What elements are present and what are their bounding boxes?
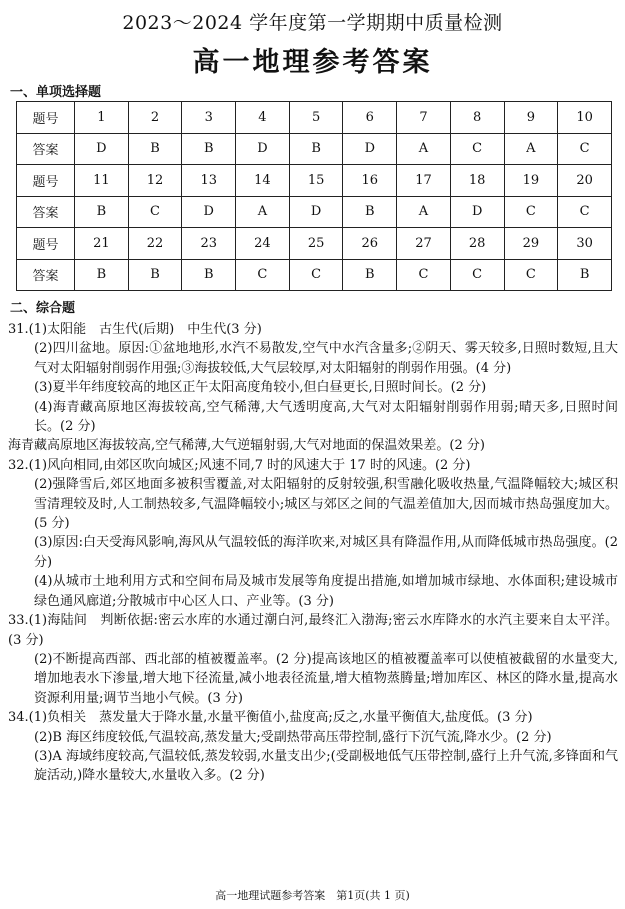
question-number-row-label: 题号 (17, 165, 75, 197)
answer-cell: B (182, 133, 236, 165)
question-number-row-label: 题号 (17, 228, 75, 260)
question-number-cell: 18 (450, 165, 504, 197)
answer-cell: B (128, 133, 182, 165)
answer-cell: B (75, 196, 129, 228)
question-number-cell: 11 (75, 165, 129, 197)
answer-cell: D (450, 196, 504, 228)
page-footer: 高一地理试题参考答案 第1页(共 1 页) (215, 889, 410, 902)
question-number-row-label: 题号 (17, 102, 75, 134)
question-number-cell: 20 (558, 165, 612, 197)
answer-cell: B (343, 259, 397, 291)
answer-cell: C (504, 259, 558, 291)
question-number-cell: 14 (236, 165, 290, 197)
answer-paragraph: 海青藏高原地区海拔较高,空气稀薄,大气逆辐射弱,大气对地面的保温效果差。(2 分) (8, 438, 485, 454)
question-number-cell: 7 (397, 102, 451, 134)
answer-cell: D (236, 133, 290, 165)
answer-cell: C (397, 259, 451, 291)
question-number-cell: 23 (182, 228, 236, 260)
answer-cell: A (504, 133, 558, 165)
answer-cell: B (289, 133, 343, 165)
question-number-cell: 15 (289, 165, 343, 197)
question-number-cell: 1 (75, 102, 129, 134)
answer-paragraph: (2)强降雪后,郊区地面多被积雪覆盖,对太阳辐射的反射较强,积雪融化吸收热量,气温降幅较大;城区积雪清理较及时,人工制热较多,气温降幅较小;城区与郊区之间的气温差值加大,因而城市热岛强度加大。(5 分) (34, 477, 618, 532)
question-number-row (17, 165, 612, 197)
answer-cell: A (236, 196, 290, 228)
answer-paragraph: (2)B 海区纬度较低,气温较高,蒸发量大;受副热带高压带控制,盛行下沉气流,降水少。(2 分) (34, 729, 552, 745)
answer-cell: C (558, 133, 612, 165)
question-number-cell: 13 (182, 165, 236, 197)
answer-cell: D (182, 196, 236, 228)
question-number-cell: 6 (343, 102, 397, 134)
answer-cell: A (397, 133, 451, 165)
answer-paragraph: (3)夏半年纬度较高的地区正午太阳高度角较小,但白昼更长,日照时间长。(2 分) (34, 380, 487, 396)
answer-cell: D (75, 133, 129, 165)
exam-title: 2023～2024 学年度第一学期期中质量检测 (122, 12, 503, 34)
answer-paragraph: (3)A 海域纬度较高,气温较低,蒸发较弱,水量支出少;(受副极地低气压带控制,盛行上升气流,多锋面和气旋活动,)降水量较大,水量收入多。(2 分) (34, 748, 618, 784)
answer-cell: C (504, 196, 558, 228)
question-number-row (17, 228, 612, 260)
question-number-cell: 21 (75, 228, 129, 260)
section2-heading: 二、综合题 (10, 301, 76, 316)
question-number-cell: 16 (343, 165, 397, 197)
question-number-cell: 30 (558, 228, 612, 260)
answer-paragraph: 31.(1)太阳能 古生代(后期) 中生代(3 分) (8, 322, 262, 337)
question-number-cell: 12 (128, 165, 182, 197)
answer-row-label: 答案 (17, 133, 75, 165)
question-number-cell: 4 (236, 102, 290, 134)
answer-cell: B (558, 259, 612, 291)
answer-cell: C (450, 259, 504, 291)
answer-cell: C (128, 196, 182, 228)
multiple-choice-answer-table (16, 101, 612, 291)
question-number-cell: 25 (289, 228, 343, 260)
question-number-row (17, 102, 612, 134)
answer-cell: C (558, 196, 612, 228)
answer-paragraph: (4)海青藏高原地区海拔较高,空气稀薄,大气透明度高,大气对太阳辐射削弱作用弱;晴天多,日照时间长。(2 分) (34, 399, 618, 435)
document-title: 高一地理参考答案 (192, 47, 433, 78)
answer-cell: C (236, 259, 290, 291)
question-number-cell: 22 (128, 228, 182, 260)
question-number-cell: 17 (397, 165, 451, 197)
question-number-cell: 10 (558, 102, 612, 134)
question-number-cell: 26 (343, 228, 397, 260)
question-number-cell: 5 (289, 102, 343, 134)
answer-row-label: 答案 (17, 196, 75, 228)
answer-paragraph: (4)从城市土地利用方式和空间布局及城市发展等角度提出措施,如增加城市绿地、水体面积;建设城市绿色通风廊道;分散城市中心区人口、产业等。(3 分) (34, 574, 618, 609)
answer-cell: C (289, 259, 343, 291)
question-number-cell: 28 (450, 228, 504, 260)
answer-row (17, 196, 612, 228)
answer-cell: C (450, 133, 504, 165)
question-number-cell: 3 (182, 102, 236, 134)
question-number-cell: 19 (504, 165, 558, 197)
answer-cell: B (343, 196, 397, 228)
answer-row (17, 133, 612, 165)
answer-cell: A (397, 196, 451, 228)
answer-paragraph: (3)原因:白天受海风影响,海风从气温较低的海洋吹来,对城区具有降温作用,从而降低城市热岛强度。(2 分) (34, 535, 618, 570)
answer-cell: B (182, 259, 236, 291)
question-number-cell: 9 (504, 102, 558, 134)
answer-paragraph: (2)四川盆地。原因:①盆地地形,水汽不易散发,空气中水汽含量多;②阴天、雾天较多,日照时数短,且大气对太阳辐射削弱作用强;③海拔较低,大气层较厚,对太阳辐射的削弱作用强。(4 分) (34, 341, 618, 376)
answer-paragraph: 32.(1)风向相同,由郊区吹向城区;风速不同,7 时的风速大于 17 时的风速。(2 分) (8, 457, 471, 473)
comprehensive-answers (8, 320, 618, 786)
answer-paragraph: (2)不断提高西部、西北部的植被覆盖率。(2 分)提高该地区的植被覆盖率可以使植被截留的水量变大,增加地表水下渗量,增大地下径流量,减小地表径流量,增大植物蒸腾量;增加库区、林区的降水量,提高水资源利用量;调节当地小气候。(3 分) (34, 651, 618, 706)
question-number-cell: 24 (236, 228, 290, 260)
answer-cell: D (289, 196, 343, 228)
answer-cell: D (343, 133, 397, 165)
answer-cell: B (75, 259, 129, 291)
answer-paragraph: 34.(1)负相关 蒸发量大于降水量,水量平衡值小,盐度高;反之,水量平衡值大,盐度低。(3 分) (8, 710, 533, 726)
section1-heading: 一、单项选择题 (10, 85, 102, 100)
answer-cell: B (128, 259, 182, 291)
question-number-cell: 8 (450, 102, 504, 134)
question-number-cell: 27 (397, 228, 451, 260)
question-number-cell: 29 (504, 228, 558, 260)
question-number-cell: 2 (128, 102, 182, 134)
answer-paragraph: 33.(1)海陆间 判断依据:密云水库的水通过潮白河,最终汇入渤海;密云水库降水的水汽主要来自太平洋。(3 分) (8, 613, 618, 648)
answer-row-label: 答案 (17, 259, 75, 291)
answer-row (17, 259, 612, 291)
